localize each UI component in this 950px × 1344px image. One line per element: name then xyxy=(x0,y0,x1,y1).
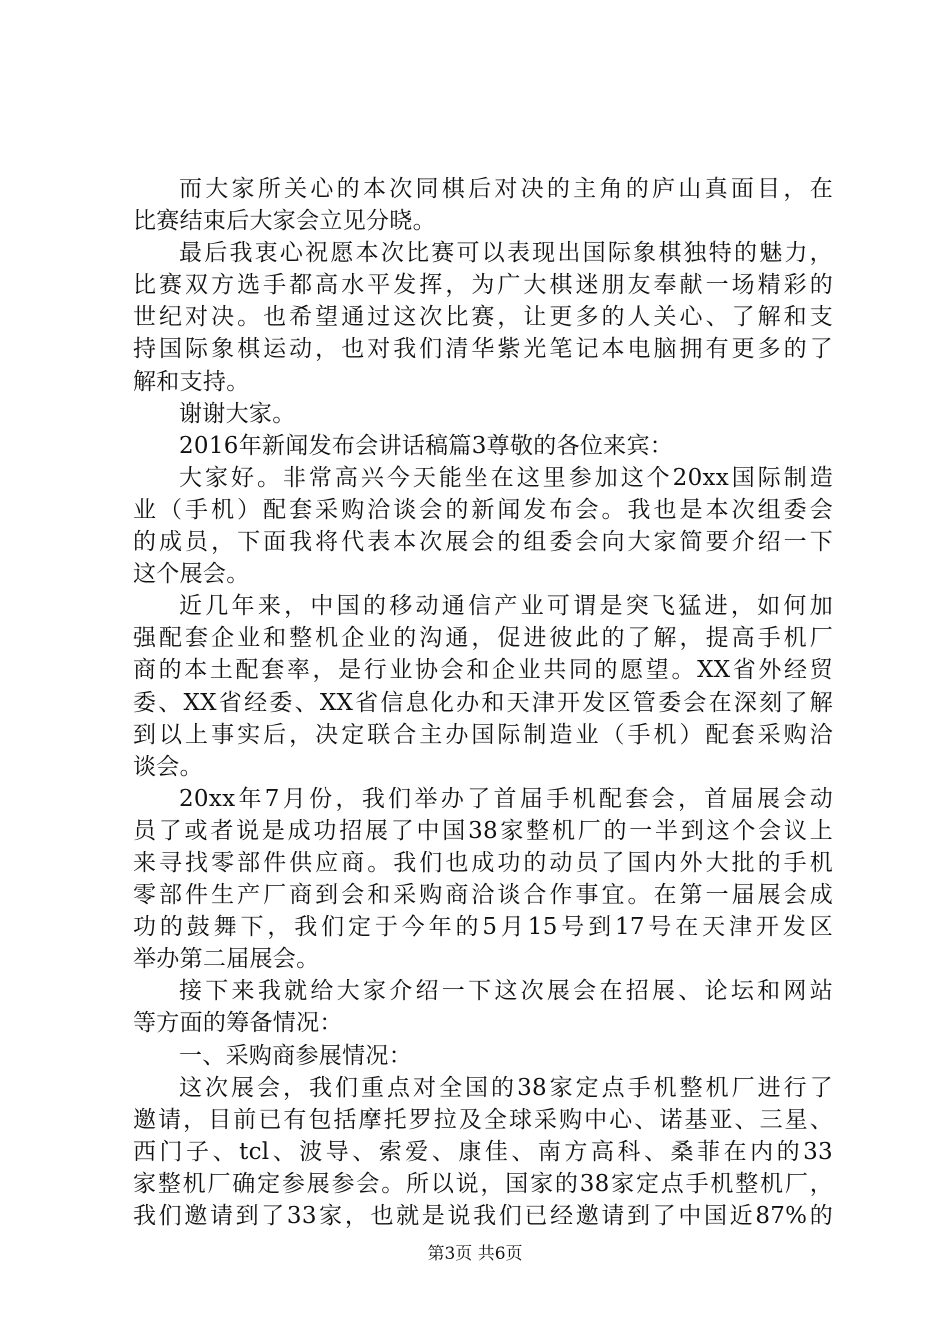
text-line: 一、采购商参展情况： xyxy=(179,1042,412,1069)
text-line: 近几年来，中国的移动通信产业可谓是突飞猛进，如何加 xyxy=(179,593,833,620)
text-line: 最后我衷心祝愿本次比赛可以表现出国际象棋独特的魅力， xyxy=(179,240,833,267)
document-body xyxy=(133,173,833,1232)
paragraph xyxy=(133,430,833,462)
text-line: 而大家所关心的本次同棋后对决的主角的庐山真面目，在 xyxy=(179,176,833,202)
text-line: 解和支持。 xyxy=(133,368,250,395)
text-line: 业（手机）配套采购洽谈会的新闻发布会。我也是本次组委会 xyxy=(133,496,833,523)
text-line: 举办第二届展会。 xyxy=(133,946,320,973)
paragraph xyxy=(133,462,833,590)
text-line: 功的鼓舞下，我们定于今年的5月15号到17号在天津开发区 xyxy=(133,914,833,941)
text-line: 我们邀请到了33家，也就是说我们已经邀请到了中国近87%的 xyxy=(133,1203,833,1229)
paragraph xyxy=(133,237,833,397)
text-line: 强配套企业和整机企业的沟通，促进彼此的了解，提高手机厂 xyxy=(133,625,833,652)
text-line: 2016年新闻发布会讲话稿篇3尊敬的各位来宾： xyxy=(179,432,674,459)
paragraph xyxy=(133,975,833,1039)
text-line: 商的本土配套率，是行业协会和企业共同的愿望。XX省外经贸 xyxy=(133,657,833,684)
paragraph xyxy=(133,398,833,430)
text-line: 持国际象棋运动，也对我们清华紫光笔记本电脑拥有更多的了 xyxy=(133,336,833,363)
text-line: 邀请，目前已有包括摩托罗拉及全球采购中心、诺基亚、三星、 xyxy=(133,1106,833,1133)
paragraph xyxy=(133,590,833,783)
text-line: 谈会。 xyxy=(133,753,203,780)
paragraph xyxy=(133,783,833,976)
paragraph xyxy=(133,173,833,237)
text-line: 西门子、tcl、波导、索爱、康佳、南方高科、桑菲在内的33 xyxy=(133,1138,833,1165)
paragraph xyxy=(133,1072,833,1232)
text-line: 到以上事实后，决定联合主办国际制造业（手机）配套采购洽 xyxy=(133,721,833,748)
text-line: 接下来我就给大家介绍一下这次展会在招展、论坛和网站 xyxy=(179,978,833,1005)
text-line: 这个展会。 xyxy=(133,561,250,588)
text-line: 委、XX省经委、XX省信息化办和天津开发区管委会在深刻了解 xyxy=(133,689,833,716)
text-line: 20xx年7月份，我们举办了首届手机配套会，首届展会动 xyxy=(179,785,833,812)
text-line: 员了或者说是成功招展了中国38家整机厂的一半到这个会议上 xyxy=(133,817,833,844)
text-line: 比赛结束后大家会立见分晓。 xyxy=(133,208,436,235)
paragraph xyxy=(133,1040,833,1072)
text-line: 谢谢大家。 xyxy=(179,400,296,427)
text-line: 家整机厂确定参展参会。所以说，国家的38家定点手机整机厂， xyxy=(133,1170,833,1197)
text-line: 的成员，下面我将代表本次展会的组委会向大家简要介绍一下 xyxy=(133,529,833,556)
text-line: 世纪对决。也希望通过这次比赛，让更多的人关心、了解和支 xyxy=(133,304,833,331)
text-line: 比赛双方选手都高水平发挥，为广大棋迷朋友奉献一场精彩的 xyxy=(133,272,833,299)
page-footer: 第3页 共6页 xyxy=(427,1244,523,1264)
text-line: 这次展会，我们重点对全国的38家定点手机整机厂进行了 xyxy=(179,1074,833,1101)
text-line: 大家好。非常高兴今天能坐在这里参加这个20xx国际制造 xyxy=(179,464,833,491)
text-line: 来寻找零部件供应商。我们也成功的动员了国内外大批的手机 xyxy=(133,849,833,876)
text-line: 零部件生产厂商到会和采购商洽谈合作事宜。在第一届展会成 xyxy=(133,882,833,909)
text-line: 等方面的筹备情况： xyxy=(133,1010,343,1037)
